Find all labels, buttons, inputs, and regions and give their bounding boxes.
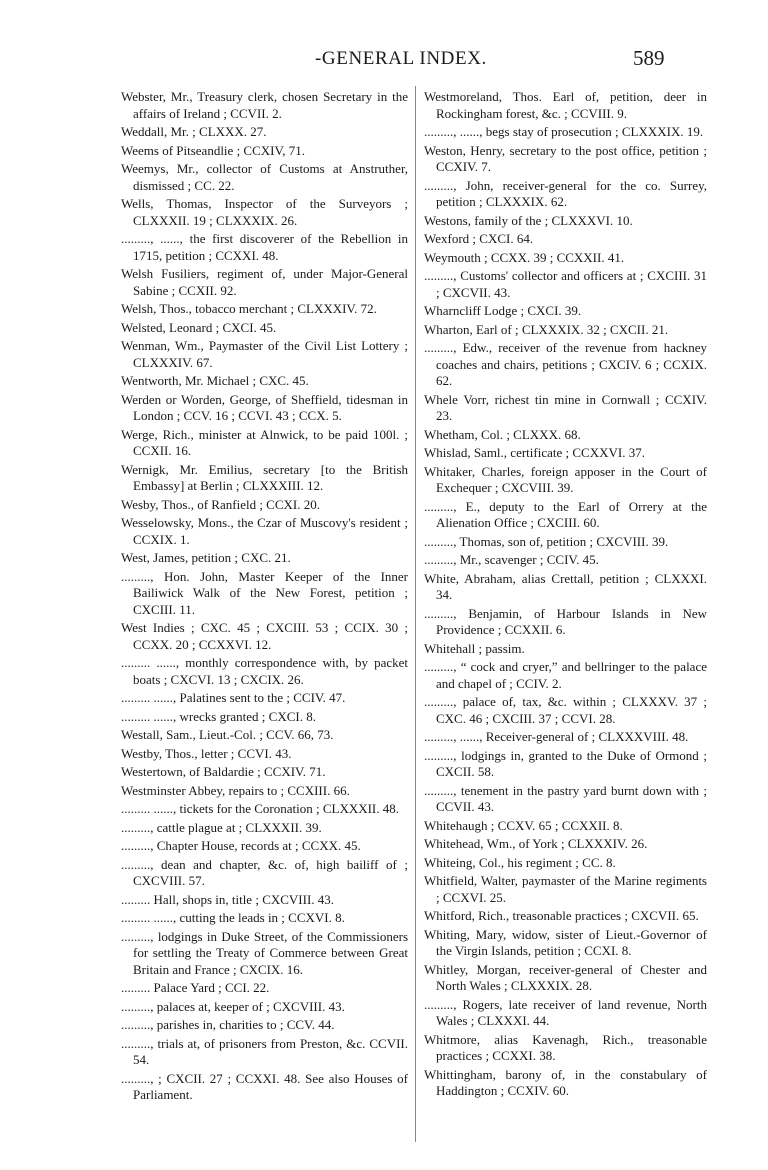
index-entry: Whitehaugh ; CCXV. 65 ; CCXXII. 8. [424, 817, 623, 833]
index-entry: ........., Customs' collector and officers at ; CXCIII. 31 ; CXCVII. 43. [424, 268, 707, 300]
index-entry: Whiteing, Col., his regiment ; CC. 8. [424, 854, 616, 870]
index-entry: Welsh Fusiliers, regiment of, under Major-General Sabine ; CCXII. 92. [121, 266, 408, 298]
index-entry: ........., tenement in the pastry yard burnt down with ; CCVII. 43. [424, 782, 707, 814]
index-entry: Wesby, Thos., of Ranfield ; CCXI. 20. [121, 496, 320, 512]
index-entry: Weemys, Mr., collector of Customs at Anstruther, dismissed ; CC. 22. [121, 161, 408, 193]
index-entry: ........., Mr., scavenger ; CCIV. 45. [424, 552, 599, 567]
index-entry: ......... ......, wrecks granted ; CXCI. 8. [121, 708, 316, 724]
index-entry: Wernigk, Mr. Emilius, secretary [to the British Embassy] at Berlin ; CLXXXIII. 12. [121, 461, 408, 493]
index-entry: ........., Chapter House, records at ; CCXX. 45. [121, 838, 361, 853]
index-entry: Whitehall ; passim. [424, 640, 525, 656]
index-entry: ........., Benjamin, of Harbour Islands in New Providence ; CCXXII. 6. [424, 605, 707, 637]
index-entry: Werge, Rich., minister at Alnwick, to be paid 100l. ; CCXII. 16. [121, 426, 408, 458]
index-entry: Whitehead, Wm., of York ; CLXXXIV. 26. [424, 836, 648, 851]
index-entry: Weymouth ; CCXX. 39 ; CCXXII. 41. [424, 249, 625, 265]
index-entry: Westmoreland, Thos. Earl of, petition, deer in Rockingham forest, &c. ; CCVIII. 9. [424, 89, 707, 121]
index-entry: ........., parishes in, charities to ; CCV. 44. [121, 1017, 335, 1032]
index-entry: ........., palaces at, keeper of ; CXCVIII. 43. [121, 998, 345, 1014]
column-divider [415, 86, 416, 1142]
left-index-column [121, 89, 408, 1106]
index-entry: ......... ......, cutting the leads in ; CCXVI. 8. [121, 910, 345, 925]
index-entry: ........., trials at, of prisoners from Preston, &c. CCVII. 54. [121, 1035, 408, 1067]
index-entry: ........., Rogers, late receiver of land revenue, North Wales ; CLXXXI. 44. [424, 996, 707, 1028]
index-entry: Wentworth, Mr. Michael ; CXC. 45. [121, 373, 309, 388]
index-entry: ........., cattle plague at ; CLXXXII. 39. [121, 819, 322, 835]
index-entry: ........., Edw., receiver of the revenue from hackney coaches and chairs, petitions ; CXCIV. 6 ; CCXIX. 62. [424, 340, 707, 388]
index-entry: Whislad, Saml., certificate ; CCXXVI. 37. [424, 445, 645, 460]
index-entry: Westall, Sam., Lieut.-Col. ; CCV. 66, 73. [121, 727, 334, 742]
index-entry: ........., ; CXCII. 27 ; CCXXI. 48. See also Houses of Parliament. [121, 1070, 408, 1102]
index-entry: Whitmore, alias Kavenagh, Rich., treasonable practices ; CCXXI. 38. [424, 1031, 707, 1063]
index-entry: Wenman, Wm., Paymaster of the Civil List Lottery ; CLXXXIV. 67. [121, 338, 408, 370]
index-entry: ........., dean and chapter, &c. of, high bailiff of ; CXCVIII. 57. [121, 856, 408, 888]
index-entry: Wexford ; CXCI. 64. [424, 231, 534, 246]
index-entry: Webster, Mr., Treasury clerk, chosen Secretary in the affairs of Ireland ; CCVII. 2. [121, 89, 408, 121]
index-entry: Wharton, Earl of ; CLXXXIX. 32 ; CXCII. 21. [424, 321, 669, 337]
index-entry: Wesselowsky, Mons., the Czar of Muscovy's resident ; CCXIX. 1. [121, 515, 408, 547]
index-entry: Whele Vorr, richest tin mine in Cornwall ; CCXIV. 23. [424, 391, 707, 423]
index-entry: Welsh, Thos., tobacco merchant ; CLXXXIV. 72. [121, 301, 377, 316]
index-entry: Whetham, Col. ; CLXXX. 68. [424, 426, 581, 442]
running-head: -GENERAL INDEX. [315, 48, 487, 69]
index-entry: Westminster Abbey, repairs to ; CCXIII. 66. [121, 782, 350, 798]
index-entry: Weston, Henry, secretary to the post office, petition ; CCXIV. 7. [424, 142, 707, 174]
index-entry: Westertown, of Baldardie ; CCXIV. 71. [121, 764, 326, 779]
index-entry: ........., ......, the first discoverer of the Rebellion in 1715, petition ; CCXXI. 48. [121, 231, 408, 263]
index-entry: Westons, family of the ; CLXXXVI. 10. [424, 212, 633, 228]
index-entry: Whitaker, Charles, foreign apposer in the Court of Exchequer ; CXCVIII. 39. [424, 463, 707, 495]
index-entry: Wharncliff Lodge ; CXCI. 39. [424, 303, 582, 318]
index-entry: ........., lodgings in Duke Street, of the Commissioners for settling the Treaty of Commerce between Great Britain and France ; CXCIX. 16. [121, 928, 408, 977]
index-entry: Westby, Thos., letter ; CCVI. 43. [121, 745, 292, 761]
index-entry: Welsted, Leonard ; CXCI. 45. [121, 319, 277, 335]
index-entry: ........., Thomas, son of, petition ; CXCVIII. 39. [424, 533, 669, 549]
index-entry: ......... ......, Palatines sent to the ; CCIV. 47. [121, 690, 346, 705]
index-entry: West Indies ; CXC. 45 ; CXCIII. 53 ; CCIX. 30 ; CCXX. 20 ; CCXXVI. 12. [121, 620, 408, 652]
index-entry: ......... ......, tickets for the Coronation ; CLXXXII. 48. [121, 801, 400, 816]
index-entry: Weems of Pitseandlie ; CCXIV, 71. [121, 142, 305, 158]
index-entry: Whitford, Rich., treasonable practices ; CXCVII. 65. [424, 908, 699, 923]
index-entry: Whiting, Mary, widow, sister of Lieut.-Governor of the Virgin Islands, petition ; CCXI. 8. [424, 926, 707, 958]
index-entry: White, Abraham, alias Crettall, petition ; CLXXXI. 34. [424, 570, 707, 602]
page-header [0, 44, 768, 74]
index-entry: Werden or Worden, George, of Sheffield, tidesman in London ; CCV. 16 ; CCVI. 43 ; CCX. 5. [121, 391, 408, 423]
index-entry: ........., John, receiver-general for the co. Surrey, petition ; CLXXXIX. 62. [424, 177, 707, 209]
index-entry: ........., ......, Receiver-general of ; CLXXXVIII. 48. [424, 729, 689, 744]
index-entry: Whittingham, barony of, in the constabulary of Haddington ; CCXIV. 60. [424, 1066, 707, 1098]
index-entry: ........., lodgings in, granted to the Duke of Ormond ; CXCII. 58. [424, 747, 707, 779]
index-entry: ......... Palace Yard ; CCI. 22. [121, 980, 270, 995]
index-entry: Wells, Thomas, Inspector of the Surveyors ; CLXXXII. 19 ; CLXXXIX. 26. [121, 196, 408, 228]
index-entry: Weddall, Mr. ; CLXXX. 27. [121, 124, 267, 139]
index-entry: Whitley, Morgan, receiver-general of Chester and North Wales ; CLXXXIX. 28. [424, 961, 707, 993]
index-entry: Whitfield, Walter, paymaster of the Marine regiments ; CCXVI. 25. [424, 873, 707, 905]
index-entry: ......... Hall, shops in, title ; CXCVIII. 43. [121, 891, 335, 907]
page-number: 589 [633, 46, 665, 70]
index-entry: West, James, petition ; CXC. 21. [121, 550, 291, 565]
index-entry: ........., palace of, tax, &c. within ; CLXXXV. 37 ; CXC. 46 ; CXCIII. 37 ; CCVI. 28. [424, 694, 707, 726]
index-entry: ......... ......, monthly correspondence with, by packet boats ; CXCVI. 13 ; CXCIX. 26. [121, 655, 408, 687]
right-index-column [424, 89, 707, 1102]
index-entry: ........., E., deputy to the Earl of Orrery at the Alienation Office ; CXCIII. 60. [424, 498, 707, 530]
index-entry: ........., ......, begs stay of prosecution ; CLXXXIX. 19. [424, 124, 704, 139]
index-entry: ........., Hon. John, Master Keeper of the Inner Bailiwick Walk of the New Forest, petition ; CXCIII. 11. [121, 568, 408, 617]
index-entry: ........., “ cock and cryer,” and bellringer to the palace and chapel of ; CCIV. 2. [424, 659, 707, 691]
